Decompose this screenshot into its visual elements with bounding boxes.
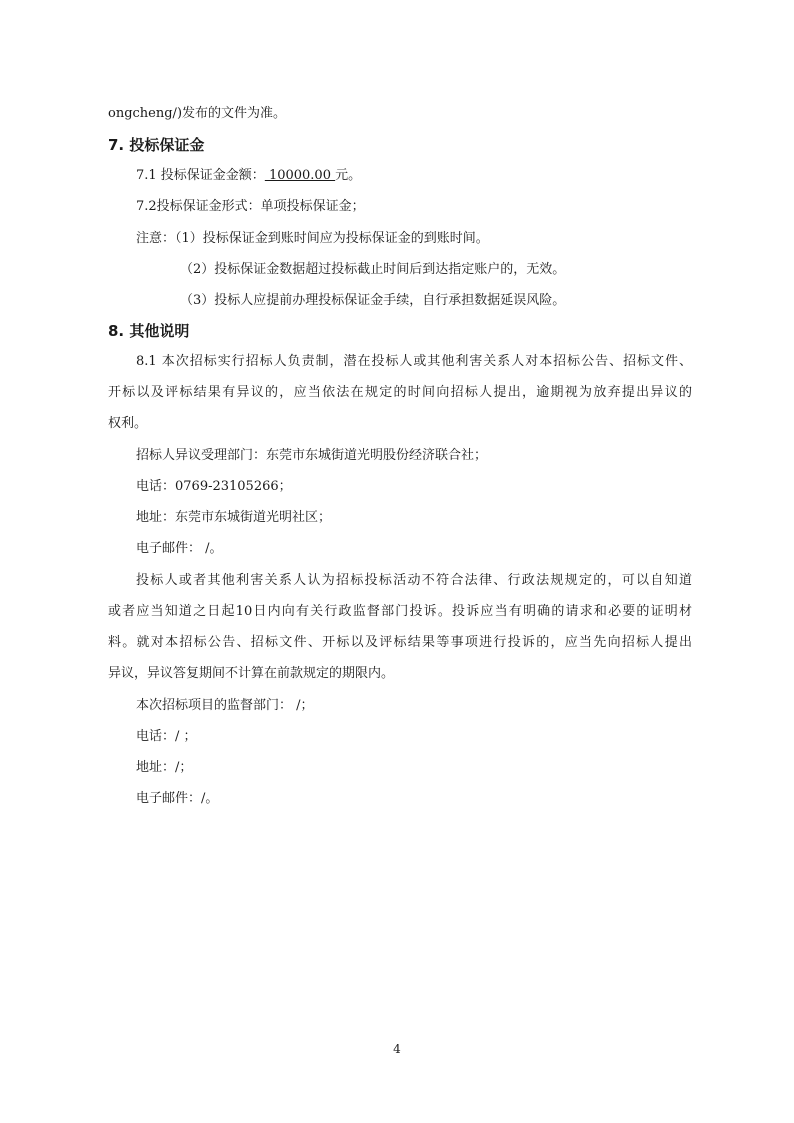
supervision-email: 电子邮件：/。 xyxy=(136,791,219,806)
deposit-amount-line xyxy=(136,168,692,184)
para-8-1-line-1: 8.1 本次招标实行招标人负责制，潜在投标人或其他利害关系人对本招标公告、招标文件、 xyxy=(136,354,692,369)
note-1: 注意：（1）投标保证金到账时间应为投标保证金的到账时间。 xyxy=(136,231,489,246)
continuation-text: ongcheng/)发布的文件为准。 xyxy=(108,106,287,121)
para-8-1-line-3: 权利。 xyxy=(108,416,148,431)
deposit-amount-unit: 元。 xyxy=(335,168,362,183)
section-7-heading: 7. 投标保证金 xyxy=(108,136,205,154)
supervision-address: 地址：/； xyxy=(136,760,193,775)
deposit-form-line: 7.2投标保证金形式：单项投标保证金； xyxy=(136,199,365,214)
note-2: （2）投标保证金数据超过投标截止时间后到达指定账户的，无效。 xyxy=(180,262,566,277)
complaint-line-4: 异议，异议答复期间不计算在前款规定的期限内。 xyxy=(108,666,395,681)
objection-phone: 电话：0769-23105266； xyxy=(136,479,292,494)
para-8-1-line-2: 开标以及评标结果有异议的，应当依法在规定的时间向招标人提出，逾期视为放弃提出异议的 xyxy=(108,385,692,400)
note-3: （3）投标人应提前办理投标保证金手续，自行承担数据延误风险。 xyxy=(180,293,566,308)
supervision-dept: 本次招标项目的监督部门： /； xyxy=(136,698,314,713)
deposit-amount-value: 10000.00 xyxy=(264,168,336,183)
complaint-line-3: 料。就对本招标公告、招标文件、开标以及评标结果等事项进行投诉的，应当先向招标人提出 xyxy=(108,635,692,650)
objection-address: 地址：东莞市东城街道光明社区； xyxy=(136,510,332,525)
supervision-phone: 电话：/ ； xyxy=(136,729,197,744)
section-8-heading: 8. 其他说明 xyxy=(108,322,190,340)
complaint-line-2: 或者应当知道之日起10日内向有关行政监督部门投诉。投诉应当有明确的请求和必要的证明材 xyxy=(108,604,692,619)
objection-dept: 招标人异议受理部门：东莞市东城街道光明股份经济联合社； xyxy=(136,448,488,463)
complaint-line-1: 投标人或者其他利害关系人认为招标投标活动不符合法律、行政法规规定的，可以自知道 xyxy=(136,573,692,588)
deposit-amount-label: 7.1 投标保证金金额： xyxy=(136,168,265,183)
objection-email: 电子邮件： /。 xyxy=(136,541,223,556)
page-number: 4 xyxy=(393,1042,401,1056)
